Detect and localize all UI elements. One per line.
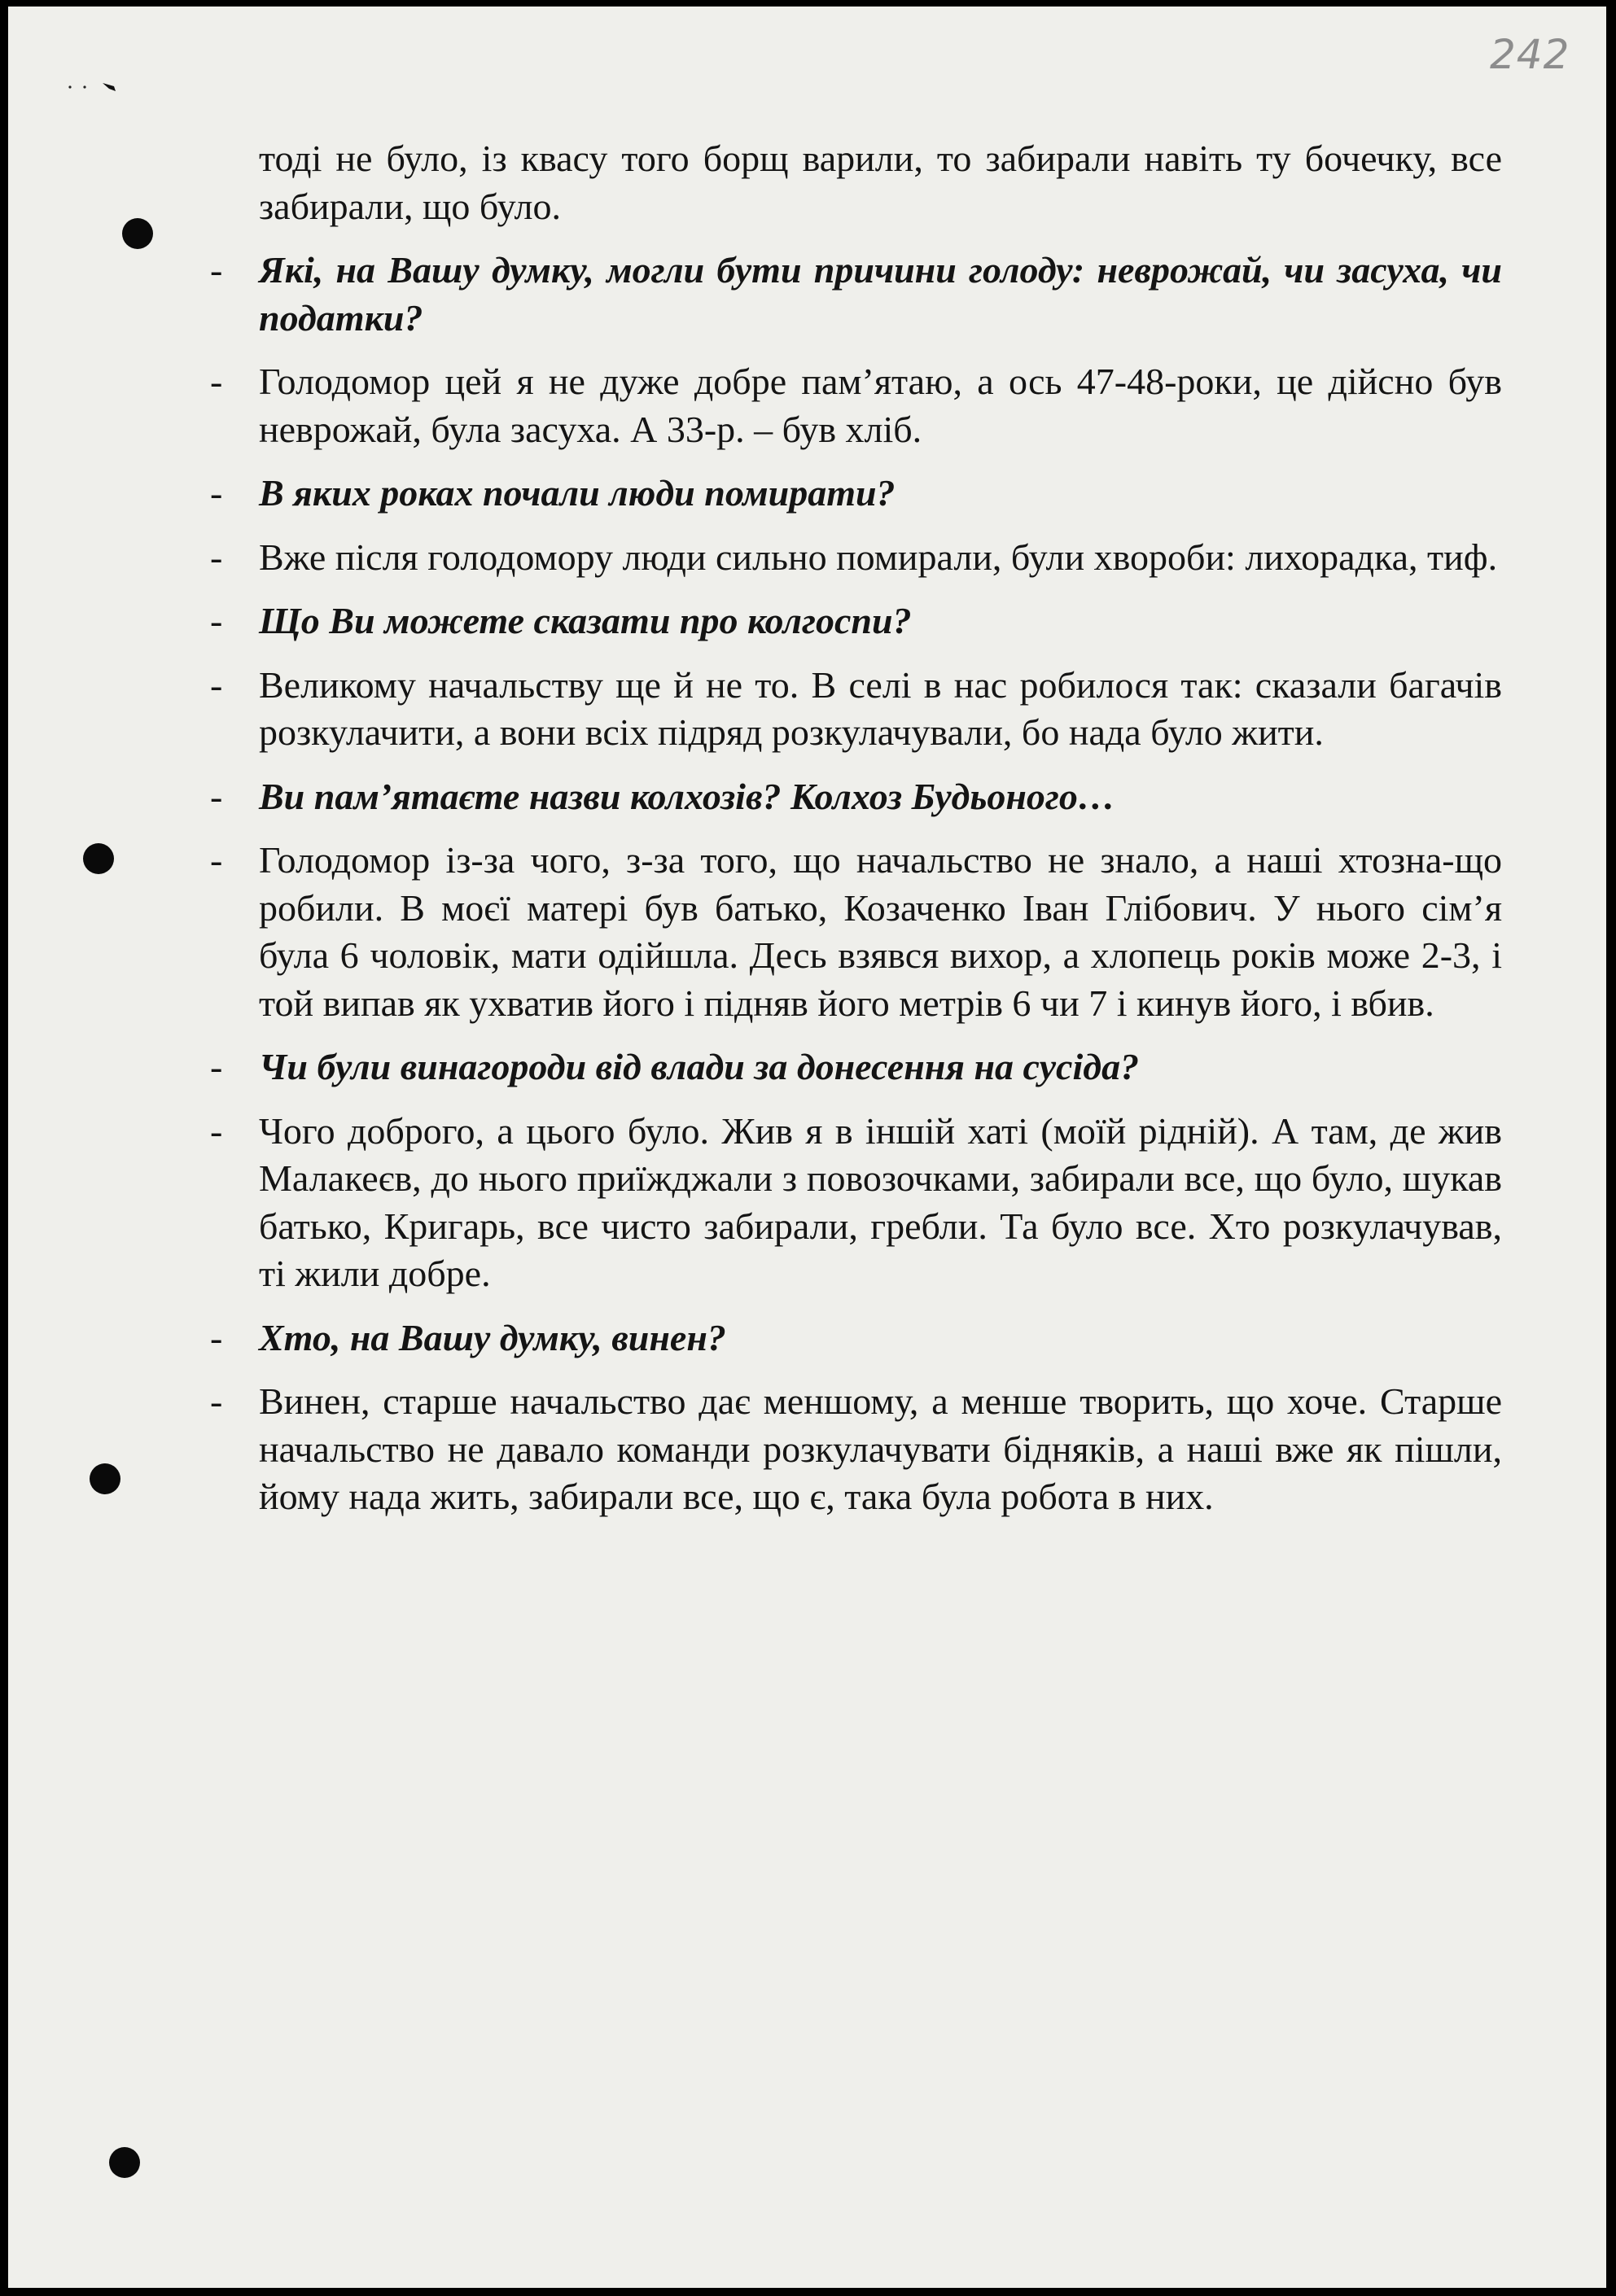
punch-hole (109, 2147, 140, 2178)
dash-marker: - (210, 1109, 223, 1152)
question-text: Чи були винагороди від влади за донесення на сусіда? (259, 1046, 1140, 1087)
question-text: Ви пам’ятаєте назви колхозів? Колхоз Будьоного… (259, 775, 1115, 817)
question-paragraph (191, 1043, 1502, 1091)
answer-paragraph (191, 534, 1502, 582)
dash-marker: - (210, 361, 223, 402)
punch-hole (122, 218, 153, 249)
answer-text: Великому начальству ще й не то. В селі в нас робилося так: сказали багачів розкулачити, а вони всіх підряд розкулачували, бо нада було жити. (259, 663, 1502, 753)
interview-transcript (191, 135, 1502, 1537)
dash-marker: - (210, 249, 223, 291)
question-paragraph (191, 247, 1502, 342)
page-number: 242 (1490, 31, 1570, 78)
question-paragraph (191, 470, 1502, 518)
dash-marker: - (210, 1380, 223, 1422)
paragraph-text: тоді не було, із квасу того борщ варили, то забирали навіть ту бочечку, все забирали, що було. (259, 138, 1502, 227)
answer-paragraph (191, 358, 1502, 453)
dash-marker: - (210, 472, 223, 514)
answer-text: Чого доброго, а цього було. Жив я в іншій хаті (моїй рідній). А там, де жив Малакеєв, до нього приїжджали з повозочками, забирали все, що було, шукав батько, Кригарь, все чисто забирали, гребли. Та було все. Хто розкулачував, ті жили добре. (259, 1109, 1502, 1294)
question-paragraph (191, 773, 1502, 821)
question-text: В яких роках почали люди помирати? (259, 472, 896, 514)
answer-text: Голодомор цей я не дуже добре пам’ятаю, а ось 47-48-роки, це дійсно був неврожай, була засуха. А 33-р. – був хліб. (259, 361, 1502, 450)
answer-paragraph (191, 837, 1502, 1027)
question-text: Які, на Вашу думку, могли бути причини голоду: неврожай, чи засуха, чи податки? (259, 249, 1502, 339)
answer-paragraph (191, 1378, 1502, 1521)
answer-paragraph (191, 1108, 1502, 1298)
question-text: Хто, на Вашу думку, винен? (259, 1316, 726, 1358)
dash-marker: - (210, 1046, 223, 1087)
answer-text: Голодомор із-за чого, з-за того, що начальство не знало, а наші хтозна-що робили. В моєї матері був батько, Козаченко Іван Глібович. У нього сім’я була 6 чоловік, мати одійшла. Десь взявся вихор, а хлопець років може 2-3, і той випав як ухватив його і підняв його метрів 6 чи 7 і кинув його, і вбив. (259, 839, 1502, 1024)
punch-hole (83, 843, 114, 874)
dash-marker: - (210, 775, 223, 817)
question-paragraph (191, 597, 1502, 645)
dash-marker: - (210, 839, 223, 881)
dash-marker: - (210, 536, 223, 578)
continuation-paragraph (191, 135, 1502, 230)
dash-marker: - (210, 600, 223, 641)
question-text: Що Ви можете сказати про колгоспи? (259, 600, 912, 641)
answer-paragraph (191, 662, 1502, 757)
dash-marker: - (210, 663, 223, 706)
dash-marker: - (210, 1316, 223, 1358)
document-page (8, 7, 1606, 2288)
answer-text: Винен, старше начальство дає меншому, а менше творить, що хоче. Старше начальство не давало команди розкулачувати бідняків, а наші вже як пішли, йому нада жить, забирали все, що є, така була робота в них. (259, 1380, 1502, 1517)
answer-text: Вже після голодомору люди сильно помирали, були хвороби: лихорадка, тиф. (259, 536, 1498, 578)
punch-hole (90, 1463, 120, 1494)
question-paragraph (191, 1314, 1502, 1362)
scan-speck-icon (67, 78, 124, 93)
